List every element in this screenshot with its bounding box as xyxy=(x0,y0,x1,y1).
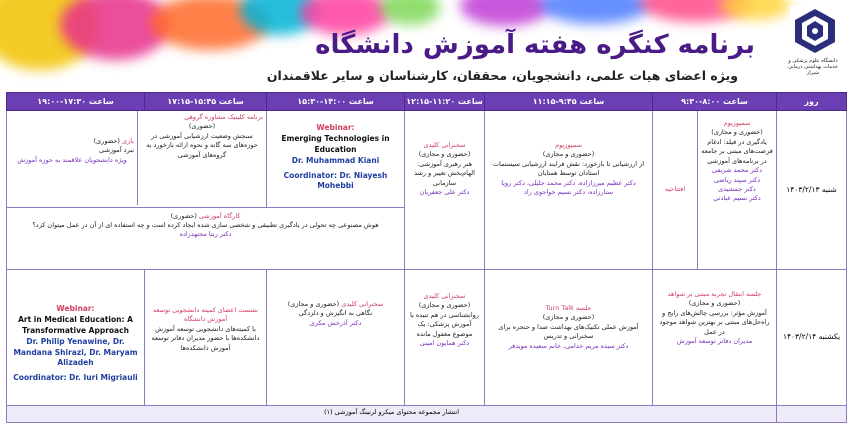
session-topic: روانشناسی در هم تنیده با آموزش پزشکی: یک موضوع مغفول مانده xyxy=(410,310,479,338)
session-speaker: دکتر جمشیدی xyxy=(718,184,756,193)
session-title: برنامه کلینیک مشاوره گروهی xyxy=(184,113,263,121)
paint-splash-decoration xyxy=(540,0,650,24)
session-title: سمپوزیوم xyxy=(723,119,751,127)
webinar-topic: Art in Medical Education: A Transformative Approach xyxy=(18,314,133,335)
paint-splash-decoration xyxy=(380,0,440,25)
session-speaker: دکتر ریتا مجتهدزاده xyxy=(179,230,232,239)
session-cell xyxy=(653,270,777,406)
webinar-label: Webinar: xyxy=(56,304,95,313)
session-speakers: دکتر عظیم میرزازاده، دکتر محمد جلیلی، دکتر رویا ستارزاده، دکتر نسیم خواجوی راد xyxy=(501,178,636,197)
webinar-label: Webinar: xyxy=(316,123,355,132)
session-title: جلسه انتقال تجربه مبتنی بر شواهد xyxy=(667,290,762,298)
schedule-table xyxy=(6,92,847,423)
session-speakers: دکتر سیده مریم خدامی، خانم سعیده مویدفر xyxy=(508,341,629,350)
session-mode: (حضوری و مجازی) xyxy=(542,313,595,322)
page-subtitle: ویژه اعضای هیات علمی، دانشجویان، محققان، کارشناسان و سایر علاقمندان xyxy=(266,68,738,83)
session-mode: (حضوری و مجازی) xyxy=(688,299,741,308)
session-topic: آموزش عملی تکنیک‌های بهداشت صدا و حنجره برای سخنرانی و تدریس xyxy=(498,322,639,341)
header-slot-4: ساعت ۱۴:۰۰-۱۵:۳۰ xyxy=(267,93,405,111)
university-logo-icon xyxy=(790,6,840,56)
session-cell xyxy=(485,111,653,270)
header-slot-6: ساعت ۱۷:۳۰-۱۹:۰۰ xyxy=(7,93,145,111)
session-topic: نگاهی به انگیزش و دلزدگی xyxy=(298,309,373,318)
session-topic: از ارزشیابی تا بازخورد: نقش فرایند ارزشیابی سیستمات استادان توسط همتایان xyxy=(492,159,645,178)
webinar-coordinator: Coordinator: Dr. Niayesh Mohebbi xyxy=(283,170,388,191)
session-mode: (حضوری) xyxy=(93,137,120,145)
webinar-cell xyxy=(7,270,145,406)
table-row xyxy=(7,270,847,406)
opening-label: افتتاحیه xyxy=(664,185,686,194)
session-mode: (حضوری و مجازی) xyxy=(418,150,471,159)
session-mode: (حضوری و مجازی) xyxy=(287,300,340,308)
day-label: یکشنبه ۱۴۰۳/۲/۱۴ xyxy=(782,332,841,342)
session-speaker: دکتر آذرخش مکری xyxy=(309,318,362,327)
session-cell xyxy=(145,270,267,406)
session-cell xyxy=(267,270,405,406)
session-speaker: دکتر علی جعفریان xyxy=(419,188,470,197)
session-cell xyxy=(7,111,267,208)
session-topic: آموزش مؤثر: بررسی چالش‌های رایج و راه‌حل‌های مبتنی بر بهترین شواهد موجود در عمل xyxy=(659,308,770,336)
session-cell xyxy=(485,270,653,406)
session-mode: (حضوری) xyxy=(170,211,197,220)
session-title: سخنرانی کلیدی xyxy=(423,141,466,149)
session-cell xyxy=(653,111,777,270)
session-note: ویژه دانشجویان علاقمند به حوزه آموزش xyxy=(17,155,127,164)
session-cell xyxy=(405,270,485,406)
session-speaker: دکتر محمد شریفی xyxy=(711,166,763,175)
session-topic: هوش مصنوعی چه تحولی در یادگیری تطبیقی و شخصی سازی شده ایجاد کرده است و چه استفاده ای از آن در عمل میتوان کرد؟ xyxy=(32,221,379,230)
footer-spacer xyxy=(777,406,847,423)
session-title: بازی xyxy=(121,137,134,145)
table-row xyxy=(7,111,847,208)
header-slot-1: ساعت ۸:۰۰-۹:۳۰ xyxy=(653,93,777,111)
day-cell-2 xyxy=(777,270,847,406)
session-title: سخنرانی کلیدی xyxy=(423,292,466,300)
session-topic: نبرد آموزشی xyxy=(99,146,134,155)
session-speaker: دکتر همایون امینی xyxy=(419,339,470,348)
table-footer-row xyxy=(7,406,847,423)
session-topic: با کمیته‌های دانشجویی توسعه آموزش دانشکده‌ها با حضور مدیران دفاتر توسعه آموزش دانشکده‌ها xyxy=(151,324,260,352)
webinar-coordinator: Coordinator: Dr. Iuri Migriauli xyxy=(13,373,138,383)
session-title: سخنرانی کلیدی xyxy=(341,300,384,308)
session-title: سمپوزیوم xyxy=(555,141,582,149)
footer-note: انتشار مجموعه محتوای میکرو لرنینگ آموزشی (۱) xyxy=(7,406,777,423)
session-topic: هنر رهبری آموزشی: الهام‌بخش تغییر و رشد سازمانی xyxy=(414,159,475,187)
webinar-speakers: Dr. Philip Yenawine, Dr. Mandana Shirazi, Dr. Maryam Alizadeh xyxy=(13,336,138,368)
header-slot-5: ساعت ۱۵:۴۵-۱۷:۱۵ xyxy=(145,93,267,111)
session-speaker: مدیران دفاتر توسعه آموزش xyxy=(676,337,753,346)
logo-caption: دانشگاه علوم پزشکی و خدمات بهداشتی درمانی شیراز xyxy=(788,58,838,76)
webinar-speaker: Dr. Muhammad Kiani xyxy=(291,155,380,165)
session-topic: یادگیری در فیلد: ادغام فرصت‌های مبتنی بر جامعه در برنامه‌های آموزشی xyxy=(701,137,773,165)
webinar-topic: Emerging Technologies in Education xyxy=(281,133,390,154)
header-banner xyxy=(0,0,850,92)
session-mode: (حضوری و مجازی) xyxy=(418,301,471,310)
day-label: شنبه ۱۴۰۳/۲/۱۳ xyxy=(786,184,837,194)
session-speaker: دکتر نسیم عبادتی xyxy=(713,194,761,203)
day-cell-1 xyxy=(777,111,847,270)
page-title: برنامه کنگره هفته آموزش دانشگاه xyxy=(315,30,755,60)
session-title: جلسه Turn Talk xyxy=(545,304,592,312)
session-mode: (حضوری و مجازی) xyxy=(542,150,595,159)
header-day: روز xyxy=(777,93,847,111)
paint-splash-decoration xyxy=(460,0,550,26)
session-title: نشست اعضای کمیته دانشجویی توسعه آموزش دانشگاه xyxy=(152,306,259,324)
header-slot-3: ساعت ۱۱:۲۰-۱۲:۱۵ xyxy=(405,93,485,111)
session-mode: (حضوری و مجازی) xyxy=(711,128,763,137)
session-title: کارگاه آموزشی xyxy=(198,211,241,220)
webinar-cell xyxy=(267,111,405,208)
table-header-row xyxy=(7,93,847,111)
session-topic: سنجش وضعیت ارزشیابی آموزشی در حوزه‌های سه گانه و نحوه ارائه بازخورد به گروه‌های آموزشی xyxy=(146,131,258,159)
session-mode: (حضوری) xyxy=(188,122,216,131)
session-speaker: دکتر سپند ریاضی xyxy=(713,175,761,184)
session-cell xyxy=(405,111,485,270)
workshop-cell xyxy=(7,207,405,269)
header-slot-2: ساعت ۹:۴۵-۱۱:۱۵ xyxy=(485,93,653,111)
